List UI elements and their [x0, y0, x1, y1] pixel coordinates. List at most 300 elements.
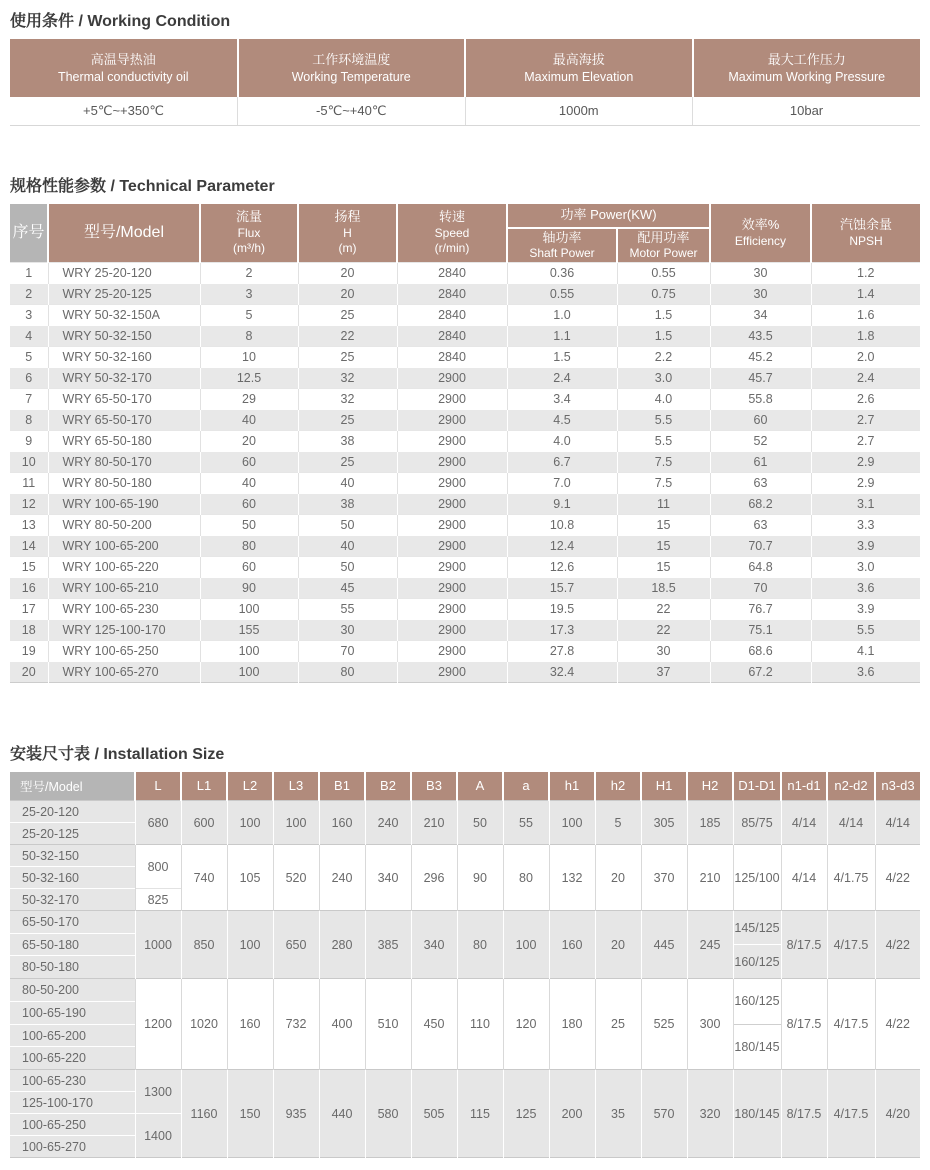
- value-cell: 75.1: [710, 619, 811, 640]
- value-cell: 100: [200, 661, 298, 682]
- seq-cell: 19: [10, 640, 48, 661]
- dim-cell: 80: [457, 911, 503, 979]
- bolt-cell: 8/17.5: [781, 979, 827, 1070]
- dim-cell: 340: [411, 911, 457, 979]
- dim-cell: 100: [273, 801, 319, 845]
- value-row: [10, 97, 920, 125]
- flange-cell: 85/75: [733, 801, 781, 845]
- value-cell: 55.8: [710, 388, 811, 409]
- header-cell: L3: [273, 772, 319, 801]
- table-row: [10, 430, 920, 451]
- model-cell: 100-65-200: [10, 1024, 135, 1047]
- value-cell: 68.2: [710, 493, 811, 514]
- header-cell: B2: [365, 772, 411, 801]
- header-cell: L: [135, 772, 181, 801]
- seq-cell: 12: [10, 493, 48, 514]
- bolt-cell: 4/1.75: [827, 845, 875, 911]
- value-cell: 8: [200, 325, 298, 346]
- technical-parameter-title: 规格性能参数 / Technical Parameter: [10, 177, 275, 195]
- model-cell: 100-65-230: [10, 1070, 135, 1092]
- model-cell: WRY 100-65-220: [48, 556, 200, 577]
- seq-cell: 1: [10, 262, 48, 283]
- value-cell: 4.0: [507, 430, 617, 451]
- seq-cell: 8: [10, 409, 48, 430]
- value-cell: 50: [200, 514, 298, 535]
- value-cell: 2840: [397, 304, 507, 325]
- dim-cell: 740: [181, 845, 227, 911]
- value-cell: 2900: [397, 493, 507, 514]
- header-cell: n1-d1: [781, 772, 827, 801]
- seq-cell: 18: [10, 619, 48, 640]
- dim-cell: 20: [595, 845, 641, 911]
- value-cell: 60: [200, 556, 298, 577]
- value-cell: 90: [200, 577, 298, 598]
- table-row: [10, 577, 920, 598]
- value-cell: 1.4: [811, 283, 920, 304]
- value-cell: 2900: [397, 556, 507, 577]
- value-cell: 30: [617, 640, 710, 661]
- header-cell: L1: [181, 772, 227, 801]
- dim-cell: 520: [273, 845, 319, 911]
- header-line: Thermal conductivity oil: [57, 69, 189, 84]
- header-line: 最大工作压力: [767, 52, 846, 68]
- header-cell: h1: [549, 772, 595, 801]
- value-cell: 2.9: [811, 472, 920, 493]
- header-cell: 型号/Model: [48, 204, 200, 263]
- header-cell: a: [503, 772, 549, 801]
- seq-cell: 13: [10, 514, 48, 535]
- value-cell: 2: [200, 262, 298, 283]
- flange-value: 160/125: [734, 979, 781, 1025]
- value-cell: 2840: [397, 325, 507, 346]
- dim-cell: 20: [595, 911, 641, 979]
- model-cell: WRY 25-20-120: [48, 262, 200, 283]
- value-cell: 1.5: [617, 325, 710, 346]
- header-cell: B3: [411, 772, 457, 801]
- seq-cell: 3: [10, 304, 48, 325]
- model-cell: WRY 65-50-180: [48, 430, 200, 451]
- header-line: 高温导热油: [90, 52, 156, 68]
- header-cell: H1: [641, 772, 687, 801]
- header-row: [10, 204, 920, 228]
- dim-cell: 100: [549, 801, 595, 845]
- dim-cell: 132: [549, 845, 595, 911]
- value-cell: 43.5: [710, 325, 811, 346]
- dim-cell: 105: [227, 845, 273, 911]
- value-cell: 40: [298, 535, 397, 556]
- seq-cell: 10: [10, 451, 48, 472]
- dim-cell: 200: [549, 1070, 595, 1158]
- model-cell: WRY 100-65-230: [48, 598, 200, 619]
- flange-split: [734, 911, 781, 978]
- value-cell: 17.3: [507, 619, 617, 640]
- value-cell: 3: [200, 283, 298, 304]
- dim-cell-L: 1300: [135, 1070, 181, 1114]
- value-cell: 52: [710, 430, 811, 451]
- model-cell: 80-50-180: [10, 956, 135, 979]
- value-cell: 50: [298, 556, 397, 577]
- model-cell: WRY 50-32-150: [48, 325, 200, 346]
- value-cell: 12.5: [200, 367, 298, 388]
- value-cell: 70.7: [710, 535, 811, 556]
- dim-cell-L: 680: [135, 801, 181, 845]
- bolt-cell: 8/17.5: [781, 1070, 827, 1158]
- table-row: [10, 346, 920, 367]
- model-cell: 100-65-270: [10, 1136, 135, 1158]
- value-cell: 40: [200, 472, 298, 493]
- header-line: (m³/h): [233, 241, 265, 256]
- working-condition-body: [10, 97, 920, 125]
- value-cell: 2.6: [811, 388, 920, 409]
- value-cell: 2900: [397, 661, 507, 682]
- value-cell: 9.1: [507, 493, 617, 514]
- value-cell: 2900: [397, 409, 507, 430]
- seq-cell: 6: [10, 367, 48, 388]
- value-cell: 15: [617, 514, 710, 535]
- model-cell: 50-32-160: [10, 867, 135, 889]
- model-cell: WRY 100-65-250: [48, 640, 200, 661]
- value-cell: 10.8: [507, 514, 617, 535]
- header-line: Working Temperature: [291, 69, 411, 84]
- dim-cell: 505: [411, 1070, 457, 1158]
- model-cell: 100-65-250: [10, 1114, 135, 1136]
- table-row: [10, 262, 920, 283]
- value-cell: 2840: [397, 283, 507, 304]
- header-cell: 序号: [10, 204, 48, 263]
- value-cell: 19.5: [507, 598, 617, 619]
- dim-cell: 35: [595, 1070, 641, 1158]
- value-cell: 7.0: [507, 472, 617, 493]
- header-cell: 功率 Power(KW): [507, 204, 710, 228]
- flange-value: 160/125: [734, 954, 780, 969]
- flange-value: 145/125: [734, 911, 781, 945]
- dim-cell: 300: [687, 979, 733, 1070]
- dim-cell: 320: [687, 1070, 733, 1158]
- value-cell: 3.3: [811, 514, 920, 535]
- model-cell: WRY 65-50-170: [48, 409, 200, 430]
- header-cell: D1-D1: [733, 772, 781, 801]
- model-cell: WRY 80-50-200: [48, 514, 200, 535]
- value-cell: 3.9: [811, 535, 920, 556]
- value-cell: 2.4: [811, 367, 920, 388]
- value-cell: 2.4: [507, 367, 617, 388]
- flange-split: [734, 979, 781, 1069]
- header-cell: L2: [227, 772, 273, 801]
- technical-parameter-table: [10, 204, 920, 683]
- header-cell: [298, 204, 397, 263]
- value-cell: 10: [200, 346, 298, 367]
- value-cell: 11: [617, 493, 710, 514]
- dim-cell: 1020: [181, 979, 227, 1070]
- value-cell: 3.0: [811, 556, 920, 577]
- value-cell: 22: [298, 325, 397, 346]
- header-line: 轴功率: [542, 229, 582, 245]
- model-cell: WRY 80-50-180: [48, 472, 200, 493]
- header-cell: B1: [319, 772, 365, 801]
- installation-size-body: [10, 801, 920, 1158]
- dim-cell: 240: [365, 801, 411, 845]
- value-cell: 3.1: [811, 493, 920, 514]
- flange-cell: 125/100: [733, 845, 781, 911]
- value-cell: 25: [298, 346, 397, 367]
- value-cell: 55: [298, 598, 397, 619]
- value-cell: 5.5: [617, 409, 710, 430]
- header-line: 工作环境温度: [312, 52, 391, 68]
- value-cell: 2.2: [617, 346, 710, 367]
- value-cell: 40: [298, 472, 397, 493]
- working-condition-header: [10, 39, 920, 97]
- dim-cell: 245: [687, 911, 733, 979]
- value-cell: 1.8: [811, 325, 920, 346]
- value-cell: 34: [710, 304, 811, 325]
- header-cell: [710, 204, 811, 263]
- value-cell: 18.5: [617, 577, 710, 598]
- header-line: (m): [338, 241, 357, 256]
- installation-size-table: [10, 772, 920, 1159]
- table-row: [10, 514, 920, 535]
- value-cell: 76.7: [710, 598, 811, 619]
- value-cell: 32: [298, 388, 397, 409]
- value-cell: 25: [298, 409, 397, 430]
- model-cell: WRY 125-100-170: [48, 619, 200, 640]
- dim-cell: 55: [503, 801, 549, 845]
- value-cell: 45: [298, 577, 397, 598]
- value-cell: 45.7: [710, 367, 811, 388]
- dim-cell: 185: [687, 801, 733, 845]
- working-condition-table: [10, 39, 920, 126]
- header-cell: n2-d2: [827, 772, 875, 801]
- dim-cell: 210: [411, 801, 457, 845]
- dim-cell: 150: [227, 1070, 273, 1158]
- value-cell: 1.6: [811, 304, 920, 325]
- value-cell: 29: [200, 388, 298, 409]
- value-cell: 12.6: [507, 556, 617, 577]
- dim-cell: 370: [641, 845, 687, 911]
- header-line: Flux: [237, 225, 261, 240]
- value-cell: 5.5: [811, 619, 920, 640]
- dim-cell: 400: [319, 979, 365, 1070]
- condition-value: 1000m: [465, 97, 693, 125]
- seq-cell: 16: [10, 577, 48, 598]
- value-cell: 0.75: [617, 283, 710, 304]
- value-cell: 67.2: [710, 661, 811, 682]
- condition-value: -5℃~+40℃: [238, 97, 466, 125]
- header-cell: [238, 39, 466, 97]
- header-cell: [811, 204, 920, 263]
- table-row: [10, 661, 920, 682]
- dim-cell: 120: [503, 979, 549, 1070]
- model-cell: 25-20-125: [10, 823, 135, 845]
- value-cell: 4.0: [617, 388, 710, 409]
- dim-cell: 450: [411, 979, 457, 1070]
- dim-cell: 850: [181, 911, 227, 979]
- table-row: [10, 388, 920, 409]
- value-cell: 7.5: [617, 451, 710, 472]
- value-cell: 45.2: [710, 346, 811, 367]
- flange-cell: [733, 911, 781, 979]
- value-cell: 2900: [397, 598, 507, 619]
- model-cell: 25-20-120: [10, 801, 135, 823]
- dim-cell: 1160: [181, 1070, 227, 1158]
- bolt-cell: 4/14: [827, 801, 875, 845]
- value-cell: 61: [710, 451, 811, 472]
- header-cell: n3-d3: [875, 772, 920, 801]
- value-cell: 20: [298, 283, 397, 304]
- header-line: Speed: [434, 225, 470, 240]
- value-cell: 2900: [397, 430, 507, 451]
- dim-cell: 280: [319, 911, 365, 979]
- value-cell: 15.7: [507, 577, 617, 598]
- seq-cell: 9: [10, 430, 48, 451]
- value-cell: 7.5: [617, 472, 710, 493]
- value-cell: 37: [617, 661, 710, 682]
- seq-cell: 7: [10, 388, 48, 409]
- header-cell: A: [457, 772, 503, 801]
- dim-cell: 305: [641, 801, 687, 845]
- table-row: [10, 367, 920, 388]
- value-cell: 3.6: [811, 661, 920, 682]
- model-cell: WRY 100-65-270: [48, 661, 200, 682]
- value-cell: 1.5: [617, 304, 710, 325]
- bolt-cell: 4/22: [875, 979, 920, 1070]
- dim-cell: 935: [273, 1070, 319, 1158]
- dim-cell: 600: [181, 801, 227, 845]
- dim-cell: 125: [503, 1070, 549, 1158]
- header-line: Maximum Elevation: [524, 69, 634, 84]
- table-row: [10, 493, 920, 514]
- header-cell: [200, 204, 298, 263]
- header-cell: [10, 39, 238, 97]
- dim-cell: 160: [227, 979, 273, 1070]
- seq-cell: 17: [10, 598, 48, 619]
- table-row: [10, 801, 920, 823]
- model-cell: WRY 25-20-125: [48, 283, 200, 304]
- value-cell: 2840: [397, 346, 507, 367]
- dim-cell: 110: [457, 979, 503, 1070]
- value-cell: 2900: [397, 367, 507, 388]
- value-cell: 80: [200, 535, 298, 556]
- dim-cell: 510: [365, 979, 411, 1070]
- value-cell: 1.5: [507, 346, 617, 367]
- dim-cell: 296: [411, 845, 457, 911]
- header-cell: H2: [687, 772, 733, 801]
- model-cell: 65-50-170: [10, 911, 135, 934]
- value-cell: 2.0: [811, 346, 920, 367]
- value-cell: 38: [298, 430, 397, 451]
- value-cell: 63: [710, 514, 811, 535]
- value-cell: 3.4: [507, 388, 617, 409]
- header-cell: 型号/Model: [10, 772, 135, 801]
- value-cell: 2900: [397, 535, 507, 556]
- value-cell: 6.7: [507, 451, 617, 472]
- value-cell: 3.6: [811, 577, 920, 598]
- header-line: Motor Power: [629, 246, 698, 261]
- header-row: [10, 772, 920, 801]
- value-cell: 2840: [397, 262, 507, 283]
- installation-size-header: [10, 772, 920, 801]
- model-cell: 50-32-150: [10, 845, 135, 867]
- bolt-cell: 4/22: [875, 845, 920, 911]
- table-row: [10, 283, 920, 304]
- value-cell: 40: [200, 409, 298, 430]
- bolt-cell: 4/14: [781, 801, 827, 845]
- header-line: 扬程: [334, 209, 361, 225]
- value-cell: 4.1: [811, 640, 920, 661]
- table-row: [10, 304, 920, 325]
- bolt-cell: 4/17.5: [827, 979, 875, 1070]
- dim-cell-L: 1400: [135, 1114, 181, 1158]
- value-cell: 2900: [397, 388, 507, 409]
- dim-cell: 160: [319, 801, 365, 845]
- bolt-cell: 4/17.5: [827, 1070, 875, 1158]
- model-cell: 80-50-200: [10, 979, 135, 1002]
- dim-cell: 580: [365, 1070, 411, 1158]
- header-line: H: [343, 225, 352, 240]
- value-cell: 63: [710, 472, 811, 493]
- value-cell: 4.5: [507, 409, 617, 430]
- value-cell: 100: [200, 598, 298, 619]
- value-cell: 2900: [397, 577, 507, 598]
- seq-cell: 11: [10, 472, 48, 493]
- header-line: Shaft Power: [529, 246, 595, 261]
- value-cell: 50: [298, 514, 397, 535]
- value-cell: 5: [200, 304, 298, 325]
- seq-cell: 4: [10, 325, 48, 346]
- dim-cell: 80: [503, 845, 549, 911]
- value-cell: 2900: [397, 514, 507, 535]
- dim-cell: 115: [457, 1070, 503, 1158]
- value-cell: 22: [617, 598, 710, 619]
- header-cell: [397, 204, 507, 263]
- seq-cell: 15: [10, 556, 48, 577]
- bolt-cell: 4/14: [781, 845, 827, 911]
- dim-cell: 90: [457, 845, 503, 911]
- seq-cell: 2: [10, 283, 48, 304]
- dim-cell: 525: [641, 979, 687, 1070]
- bolt-cell: 4/17.5: [827, 911, 875, 979]
- header-cell: [465, 39, 693, 97]
- value-cell: 2.9: [811, 451, 920, 472]
- value-cell: 20: [298, 262, 397, 283]
- dim-cell: 210: [687, 845, 733, 911]
- header-cell: [617, 228, 710, 263]
- value-cell: 0.36: [507, 262, 617, 283]
- model-cell: WRY 80-50-170: [48, 451, 200, 472]
- model-cell: WRY 50-32-170: [48, 367, 200, 388]
- value-cell: 2900: [397, 451, 507, 472]
- value-cell: 20: [200, 430, 298, 451]
- table-row: [10, 845, 920, 867]
- dim-cell-L: 825: [135, 889, 181, 911]
- table-row: [10, 619, 920, 640]
- value-cell: 68.6: [710, 640, 811, 661]
- value-cell: 2900: [397, 640, 507, 661]
- table-row: [10, 979, 920, 1002]
- seq-cell: 5: [10, 346, 48, 367]
- dim-cell: 100: [227, 801, 273, 845]
- header-line: Efficiency: [734, 233, 787, 248]
- flange-cell: 180/145: [733, 1070, 781, 1158]
- header-line: 汽蚀余量: [839, 217, 892, 232]
- dim-cell: 440: [319, 1070, 365, 1158]
- dim-cell: 5: [595, 801, 641, 845]
- installation-size-title: 安装尺寸表 / Installation Size: [10, 745, 225, 763]
- technical-parameter-body: [10, 262, 920, 682]
- value-cell: 3.0: [617, 367, 710, 388]
- value-cell: 64.8: [710, 556, 811, 577]
- table-row: [10, 640, 920, 661]
- dim-cell-L: 800: [135, 845, 181, 889]
